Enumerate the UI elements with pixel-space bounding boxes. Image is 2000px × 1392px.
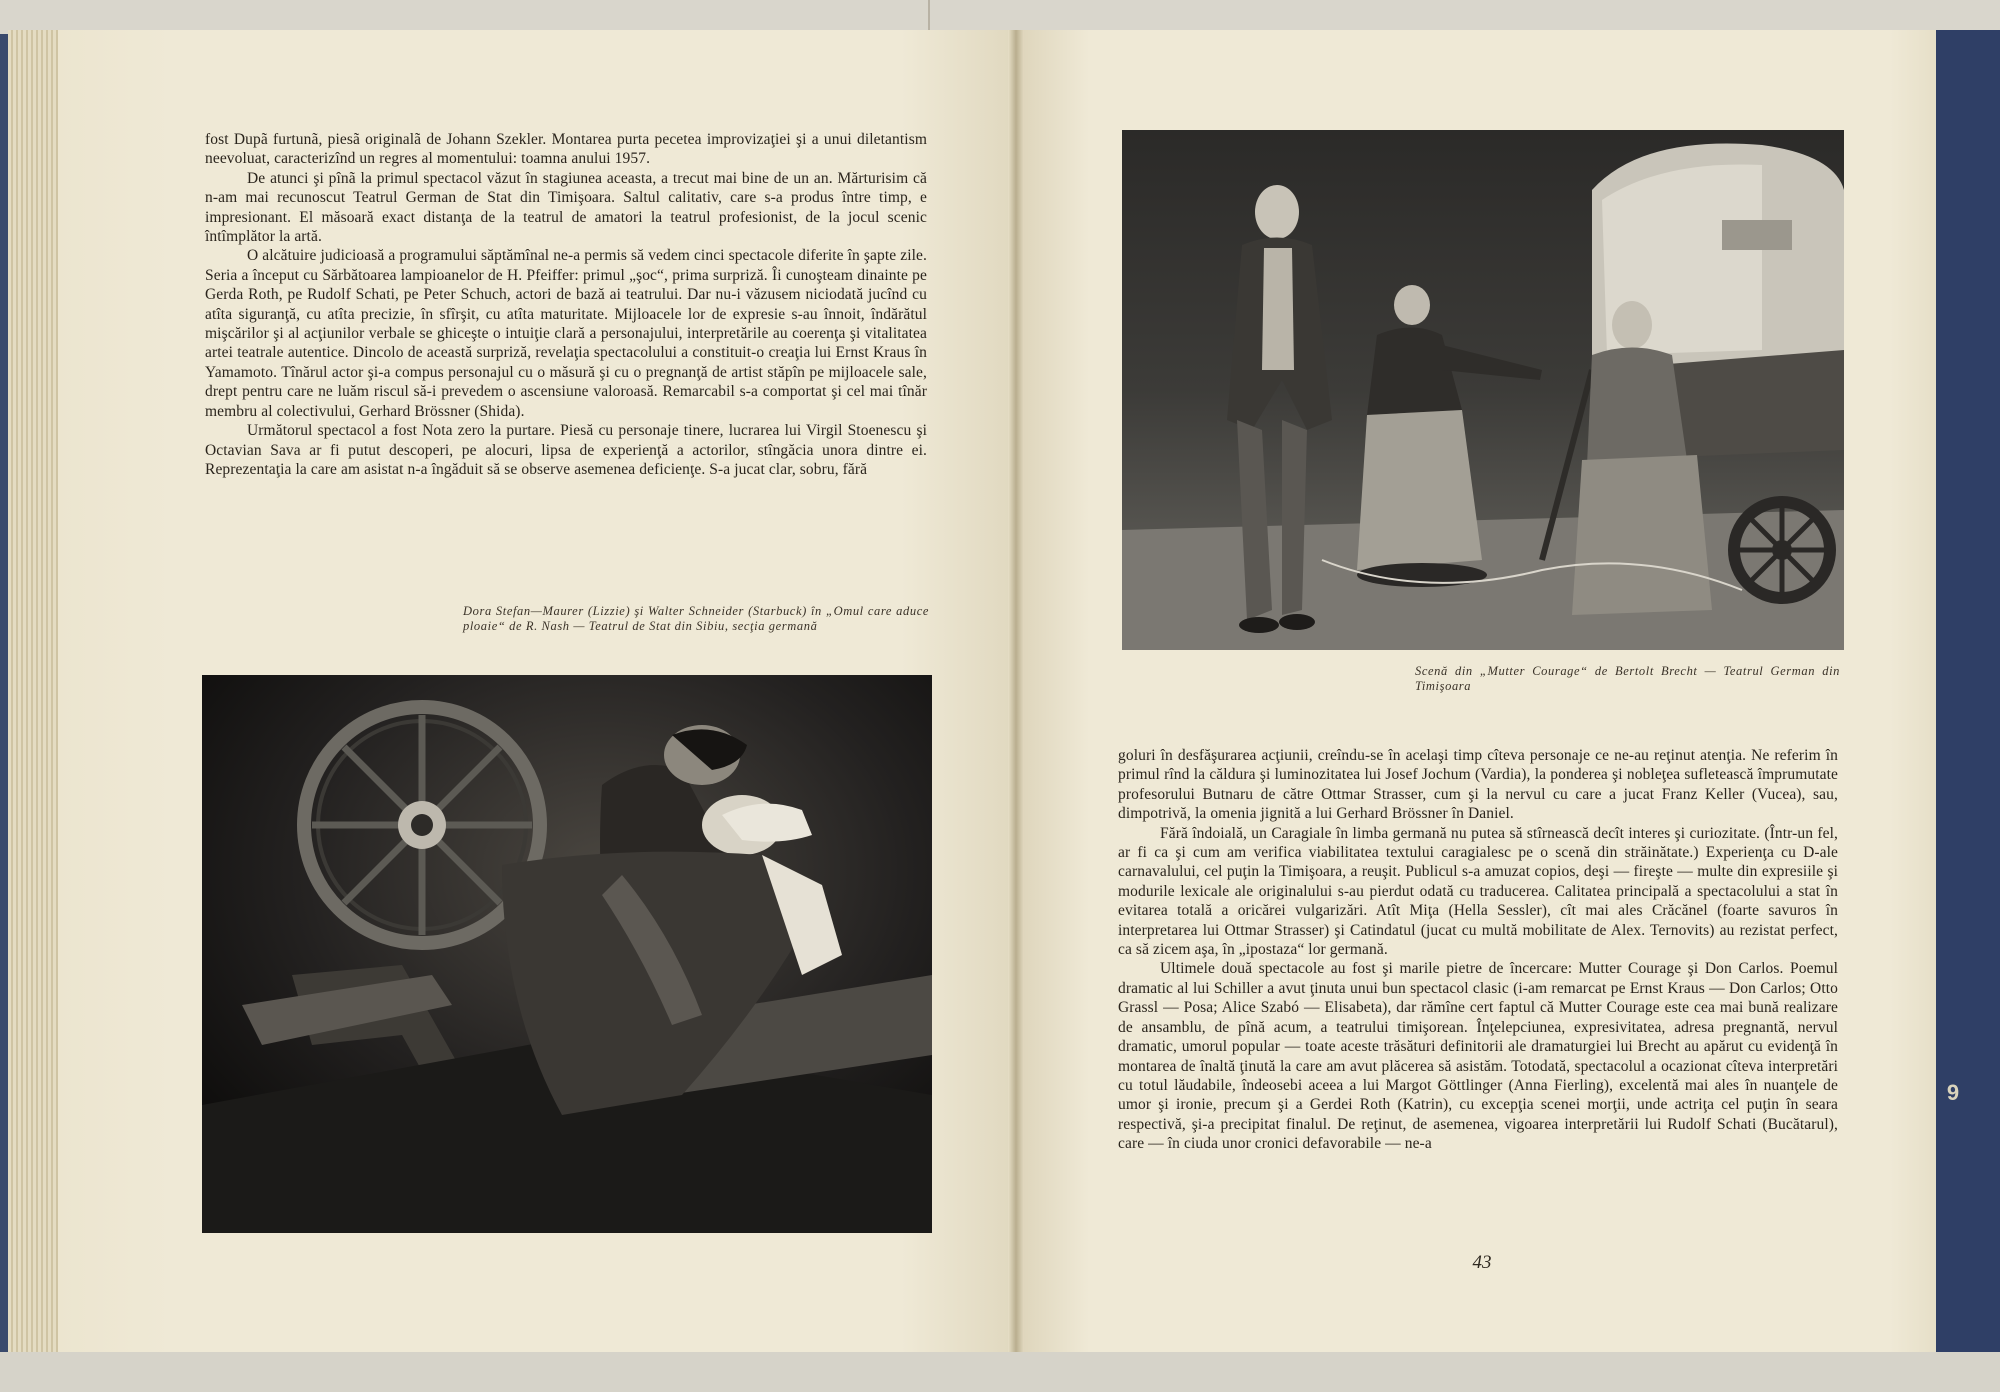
paragraph: Fără îndoială, un Caragiale în limba germană nu putea să stîrnească decît interes şi curiozitate. (Într-un fel, ar fi ca şi cum am verifica viabilitatea textului caragialesc pe o scenă din străinătate.) Experienţa cu D-ale carnavalului, cel puţin la Timişoara, a reuşit. Publicul s-a amuzat copios, deşi — fireşte — multe din expresiile şi modurile lexicale ale originalului s-au pierdut odată cu traducerea. Calitatea principală a spectacolului a stat în evitarea totală a oricărei vulgarizări. Atît Miţa (Hella Sessler), cît mai ales Crăcănel (foarte savuros în interpretarea lui Ottmar Strasser) şi Catindatul (jucat cu multă mobilitate de Alex. Ternovits) au rezistat perfect, ca să zicem aşa, în „ipostaza“ lor germană.: [1118, 824, 1838, 959]
theatre-photo-omul-care-aduce-ploaie: [202, 675, 932, 1233]
paragraph: goluri în desfăşurarea acţiunii, creîndu-se în acelaşi timp cîteva personaje ce ne-au reţinut atenţia. Ne referim în primul rînd la căldura şi luminozitatea lui Josef Jochum (Vardia), la ponderea şi nobleţea sufletească împrumutate profesorului Butnaru de către Ottmar Strasser, cum şi la nervul cu care a jucat Franz Keller (Vucea), sau, dimpotrivă, la omenia jignită a lui Gerhard Brössner în Daniel.: [1118, 747, 1838, 823]
left-photo-caption: Dora Stefan—Maurer (Lizzie) şi Walter Schneider (Starbuck) în „Omul care aduce ploaie“ de R. Nash — Teatrul de Stat din Sibiu, secţia germană: [463, 604, 929, 633]
scanner-bottom-band: [0, 1352, 2000, 1392]
right-page-text: [1118, 746, 1838, 1154]
paragraph: De atunci şi pînã la primul spectacol văzut în stagiunea aceasta, a trecut mai bine de un an. Mărturisim că n-am mai recunoscut Teatrul German de Stat din Timişoara. Saltul calitativ, care s-a produs între timp, e impresionant. El măsoară exact distanţa de la teatrul de amatori la teatrul profesionist, de la jocul scenic întîmplător la artă.: [205, 169, 927, 246]
right-photo-caption: Scenă din „Mutter Courage“ de Bertolt Brecht — Teatrul German din Timişoara: [1415, 664, 1840, 693]
page-number: 43: [1472, 1252, 1492, 1273]
scanner-top-band: [0, 0, 2000, 34]
paragraph: Următorul spectacol a fost Nota zero la purtare. Piesă cu personaje tinere, lucrarea lui Virgil Stoenescu şi Octavian Sava ar fi putut descoperi, pe alocuri, lipsa de experienţă a actorilor, stîngăcia unora dintre ei. Reprezentaţia la care am asistat n-a îngăduit să se observe asemenea deficienţe. S-a jucat clar, sobru, fără: [205, 422, 927, 478]
paragraph: fost Dupã furtunã, piesã originalã de Johann Szekler. Montarea purta pecetea improvizaţiei şi a unui diletantism neevoluat, caracterizînd un regres al momentului: toamna anului 1957.: [205, 131, 927, 168]
paragraph: Ultimele două spectacole au fost şi marile pietre de încercare: Mutter Courage şi Don Carlos. Poemul dramatic al lui Schiller a avut ţinuta unui bun spectacol clasic (i-am remarcat pe Ernst Kraus — Don Carlos; Otto Grassl — Posa; Alice Szabó — Elisabeta), dar rămîne cert faptul că Mutter Courage este cea mai bună realizare de ansamblu, de pînă acum, a teatrului timişorean. Înţelepciunea, expresivitatea, adresa pregnantă, nervul dramatic, umorul popular — toate aceste trăsături definitorii ale dramaturgiei lui Brecht au apărut cu evidenţă în montarea de înaltă ţinută la care am avut plăcerea să asistăm. Totodată, spectacolul a ocazionat cîteva interpretări cu totul lăudabile, îndeosebi aceea a lui Margot Göttlinger (Anna Fierling), excelentă mai ales în nuanţele de umor şi ironie, precum şi a Gerdei Roth (Katrin), cu excepţia scenei morţii, unde actriţa cel puţin în seara respectivă, şi-a precipitat finalul. De reţinut, de asemenea, vigoarea interpretării lui Rudolf Schati (Bucătarul), care — în ciuda unor cronici defavorabile — ne-a: [1118, 960, 1838, 1153]
index-tab-number: 9: [1946, 1080, 1960, 1105]
scanner-top-divider: [928, 0, 930, 34]
book-gutter: [1008, 30, 1024, 1352]
theatre-photo-mutter-courage: [1122, 130, 1844, 650]
left-page-text: [205, 130, 927, 479]
book-cover-edge: [1934, 30, 2000, 1352]
paragraph: O alcătuire judicioasă a programului săptămînal ne-a permis să vedem cinci spectacole diferite în şapte zile. Seria a început cu Sărbătoarea lampioanelor de H. Pfeiffer: primul „şoc“, prima surpriză. Îi cunoşteam dinainte pe Gerda Roth, pe Rudolf Schati, pe Peter Schuch, actori de bază ai teatrului. Dar nu-i văzusem niciodată jucînd cu atîta siguranţă, cu atîta precizie, în sfîrşit, cu atîta maturitate. Mijloacele lor de expresie s-au înnoit, îndărătul mişcărilor şi al acţiunilor verbale se ghiceşte o intuiţie clară a personajului, interpretările au coerenţa şi vitalitatea artei teatrale autentice. Dincolo de această surpriză, revelaţia spectacolului a constituit-o creaţia lui Ernst Kraus în Yamamoto. Tînărul actor şi-a compus personajul cu o măsură şi cu o pregnanţă de artist stăpîn pe mijloacele sale, drept pentru care ne luăm riscul să-i prevedem o ascensiune valoroasă. Remarcabil s-a comportat şi cel mai tînăr membru al colectivului, Gerhard Brössner (Shida).: [205, 247, 927, 420]
